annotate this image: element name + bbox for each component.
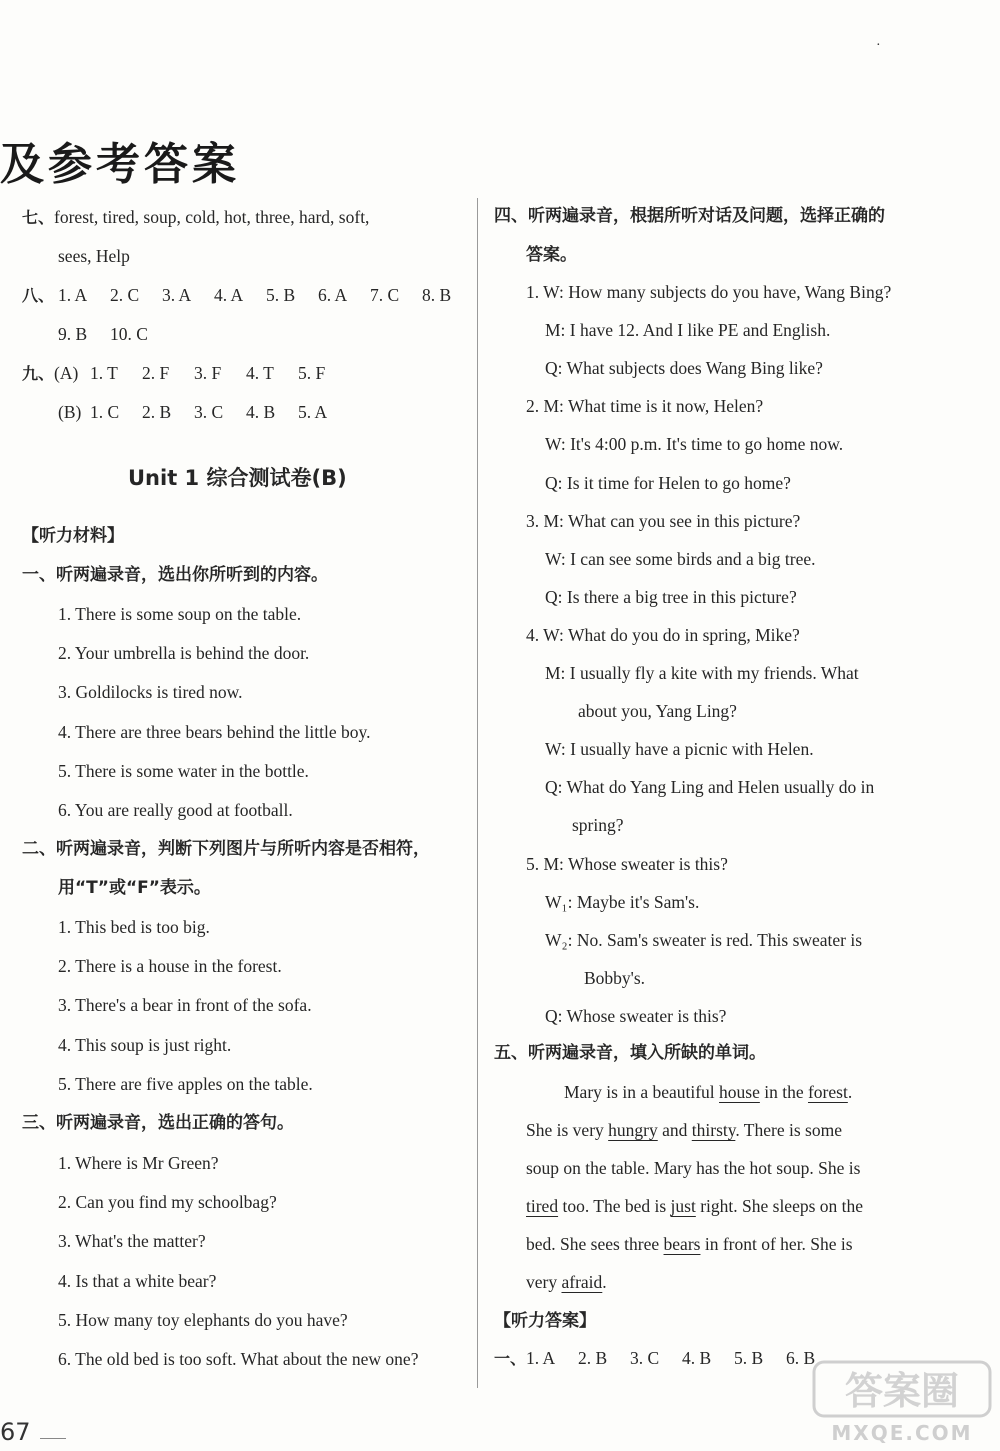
q7-line-2: sees, Help — [58, 246, 130, 266]
listening-line: 4. This soup is just right. — [58, 1034, 232, 1055]
answer-item: 10. C — [110, 324, 148, 344]
listening-line: 2. There is a house in the forest. — [58, 956, 282, 977]
dialogue-line: 2. M: What time is it now, Helen? — [526, 396, 764, 417]
dialogue-line: M: I have 12. And I like PE and English. — [545, 320, 831, 341]
blank-answer: hungry — [608, 1120, 658, 1140]
dialogue-line: W₁: Maybe it's Sam's. — [545, 891, 700, 912]
blank-answer: house — [719, 1082, 760, 1102]
dialogue-line: about you, Yang Ling? — [578, 701, 737, 722]
answer-item: 2. C — [110, 285, 140, 305]
dialogue-line: W₂: No. Sam's sweater is red. This sweater is — [545, 929, 863, 950]
answer-item: 6. B — [786, 1348, 816, 1368]
answer-item: 2. F — [142, 363, 170, 383]
listening-line: 5. There is some water in the bottle. — [58, 760, 309, 781]
dialogue-line: W: It's 4:00 p.m. It's time to go home now. — [545, 434, 844, 455]
listening-line: 1. This bed is too big. — [58, 917, 210, 937]
answer-item: 4. B — [246, 402, 276, 422]
answer-item: 9. B — [58, 324, 88, 344]
answer-item: 4. B — [682, 1348, 712, 1368]
q7-line-1: 七、forest, tired, soup, cold, hot, three, hard, soft, — [22, 207, 370, 227]
answer-item: 1. C — [90, 402, 120, 422]
listening-line: 2. Your umbrella is behind the door. — [58, 643, 310, 664]
section-1-heading: 一、听两遍录音，选出你所听到的内容。 — [22, 565, 328, 585]
answer-item: 8. B — [422, 285, 452, 305]
dialogue-line: Q: Is it time for Helen to go home? — [545, 472, 791, 493]
section-2-heading-1: 二、听两遍录音，判断下列图片与所听内容是否相符， — [22, 839, 430, 859]
blank-answer: afraid — [561, 1272, 603, 1292]
listening-line: 3. What's the matter? — [58, 1231, 206, 1252]
answer-item: 7. C — [370, 285, 400, 305]
blank-answer: bears — [663, 1234, 701, 1254]
listening-line: 4. There are three bears behind the little boy. — [58, 721, 371, 742]
answer-item: 1. T — [90, 363, 118, 383]
listening-line: 5. How many toy elephants do you have? — [58, 1309, 348, 1330]
listening-line: 1. There is some soup on the table. — [58, 604, 302, 624]
dialogue-line: Bobby's. — [584, 967, 646, 988]
blank-answer: tired — [526, 1196, 559, 1216]
section-4-heading-1: 四、听两遍录音，根据所听对话及问题，选择正确的 — [494, 206, 885, 226]
blank-answer: just — [670, 1196, 696, 1216]
watermark-badge-icon — [812, 1358, 992, 1446]
blank-answer: forest — [807, 1082, 848, 1102]
passage-line-5: bed. She sees three bears in front of her. She is — [526, 1234, 853, 1254]
unit-title: Unit 1 综合测试卷(B) — [128, 466, 347, 490]
stray-mark: · — [876, 38, 881, 53]
watermark-url: MXQE.COM — [831, 1421, 973, 1445]
answer-item: 1. A — [526, 1348, 556, 1368]
passage-line-2: She is very hungry and thirsty. There is some — [526, 1120, 842, 1140]
answer-item: 5. A — [298, 402, 328, 422]
answer-item: 5. F — [298, 363, 326, 383]
answer-item: 3. C — [194, 402, 224, 422]
page-number: 67 — [0, 1418, 31, 1446]
dialogue-line: 1. W: How many subjects do you have, Wang Bing? — [526, 282, 892, 302]
answers-1-label: 一、 — [494, 1349, 527, 1368]
listening-line: 5. There are five apples on the table. — [58, 1073, 313, 1094]
answer-item: 3. A — [162, 285, 192, 305]
answer-item: 5. B — [266, 285, 296, 305]
answer-item: 3. F — [194, 363, 222, 383]
listening-line: 3. Goldilocks is tired now. — [58, 682, 243, 703]
passage-line-4: tired too. The bed is just right. She sleeps on the — [526, 1196, 864, 1216]
watermark-text: 答案圈 — [844, 1369, 960, 1413]
section-2-heading-2: 用“T”或“F”表示。 — [58, 878, 211, 898]
answer-item: 1. A — [58, 285, 88, 305]
listening-answers-heading: 【听力答案】 — [494, 1311, 596, 1331]
q9-row-b: (B) — [58, 402, 82, 422]
listening-line: 6. You are really good at football. — [58, 800, 293, 820]
dialogue-line: Q: What subjects does Wang Bing like? — [545, 358, 823, 379]
dialogue-line: Q: What do Yang Ling and Helen usually do in — [545, 777, 875, 798]
answer-item: 2. B — [142, 402, 172, 422]
answer-item: 6. A — [318, 285, 348, 305]
dialogue-line: Q: Whose sweater is this? — [545, 1005, 727, 1026]
watermark-logo — [812, 1358, 992, 1446]
page-number-rule — [40, 1438, 66, 1439]
passage-line-1: Mary is in a beautiful house in the forest. — [564, 1082, 853, 1102]
listening-line: 6. The old bed is too soft. What about the new one? — [58, 1349, 419, 1369]
column-divider — [477, 198, 478, 1388]
section-3-heading: 三、听两遍录音，选出正确的答句。 — [22, 1113, 294, 1133]
section-5-heading: 五、听两遍录音，填入所缺的单词。 — [494, 1043, 766, 1063]
answer-item: 4. A — [214, 285, 244, 305]
dialogue-line: M: I usually fly a kite with my friends. What — [545, 663, 859, 683]
listening-line: 1. Where is Mr Green? — [58, 1153, 219, 1173]
dialogue-line: spring? — [572, 815, 624, 836]
blank-answer: thirsty — [691, 1120, 736, 1140]
answer-item: 5. B — [734, 1348, 764, 1368]
dialogue-line: Q: Is there a big tree in this picture? — [545, 586, 797, 607]
answer-item: 4. T — [246, 363, 274, 383]
q9-row-a: 九、(A) — [22, 363, 79, 383]
dialogue-line: 4. W: What do you do in spring, Mike? — [526, 624, 800, 645]
passage-line-3: soup on the table. Mary has the hot soup. She is — [526, 1158, 861, 1178]
listening-line: 3. There's a bear in front of the sofa. — [58, 995, 312, 1016]
dialogue-line: 3. M: What can you see in this picture? — [526, 510, 801, 531]
page-title: 及参考答案 — [0, 139, 240, 190]
dialogue-line: W: I can see some birds and a big tree. — [545, 548, 816, 569]
dialogue-line: 5. M: Whose sweater is this? — [526, 853, 728, 874]
listening-material-heading: 【听力材料】 — [22, 526, 124, 546]
q8-row-1: 八、 — [22, 286, 55, 305]
section-4-heading-2: 答案。 — [526, 245, 577, 265]
passage-line-6: very afraid. — [526, 1272, 607, 1292]
dialogue-line: W: I usually have a picnic with Helen. — [545, 739, 814, 760]
listening-line: 2. Can you find my schoolbag? — [58, 1192, 277, 1213]
answer-item: 3. C — [630, 1348, 660, 1368]
listening-line: 4. Is that a white bear? — [58, 1270, 217, 1291]
answer-item: 2. B — [578, 1348, 608, 1368]
